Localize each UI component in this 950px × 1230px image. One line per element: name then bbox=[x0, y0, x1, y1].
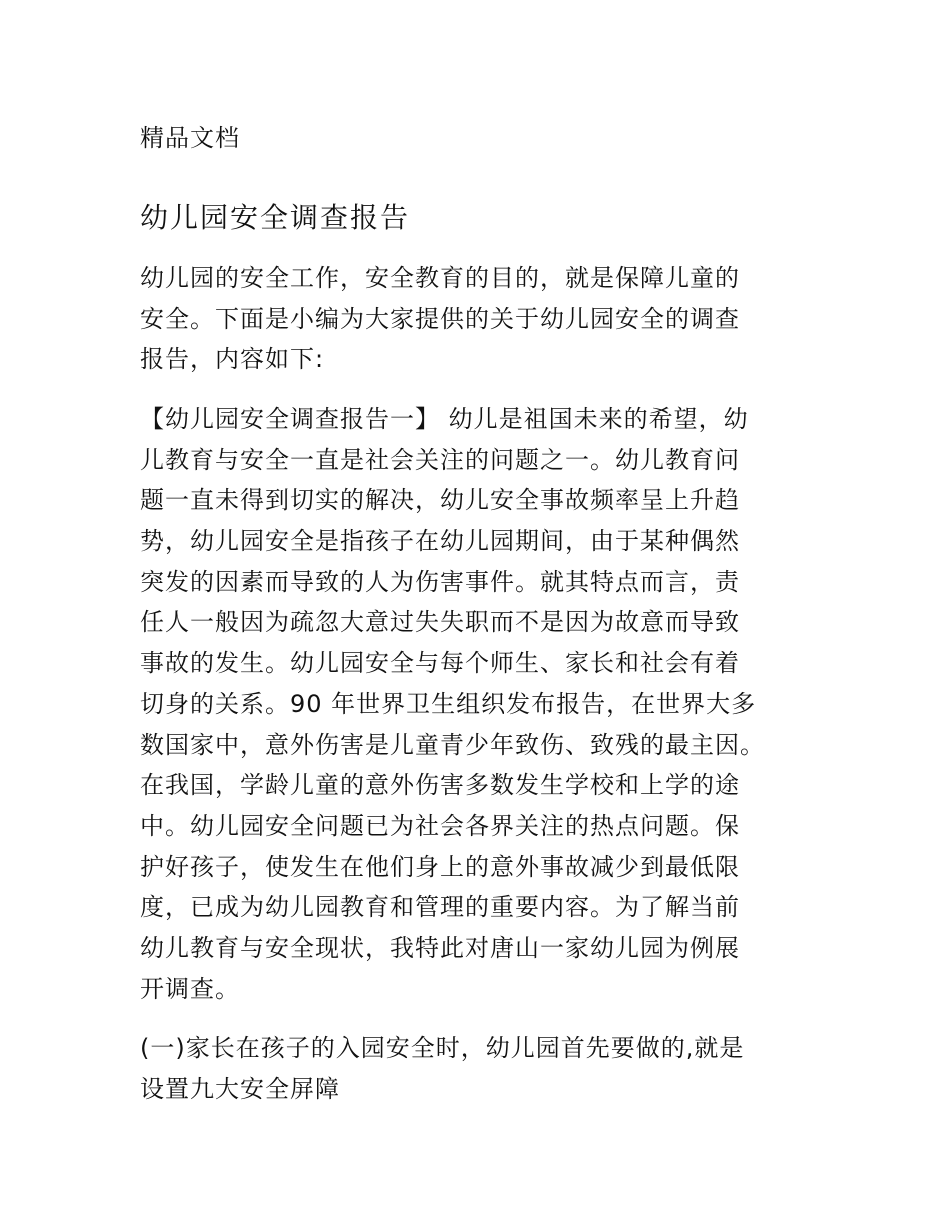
text-line: 设置九大安全屏障 bbox=[140, 1074, 340, 1103]
paragraph-intro bbox=[140, 258, 820, 380]
text-line: 开调查。 bbox=[140, 974, 240, 1003]
text-line: (一)家长在孩子的入园安全时，幼儿园首先要做的,就是 bbox=[140, 1034, 745, 1062]
text-line: 儿教育与安全一直是社会关注的问题之一。幼儿教育问 bbox=[140, 445, 740, 474]
paragraph-report-one bbox=[140, 399, 820, 1009]
text-line: 幼儿教育与安全现状，我特此对唐山一家幼儿园为例展 bbox=[140, 933, 740, 962]
text-line: 在我国，学龄儿童的意外伤害多数发生学校和上学的途 bbox=[140, 771, 740, 800]
text-line: 事故的发生。幼儿园安全与每个师生、家长和社会有着 bbox=[140, 649, 740, 678]
text-line: 数国家中，意外伤害是儿童青少年致伤、致残的最主因。 bbox=[140, 730, 765, 759]
text-line: 【幼儿园安全调查报告一】 幼儿是祖国未来的希望，幼 bbox=[140, 405, 749, 433]
page-header: 精品文档 bbox=[140, 124, 240, 152]
text-line: 护好孩子，使发生在他们身上的意外事故减少到最低限 bbox=[140, 852, 740, 881]
text-line: 任人一般因为疏忽大意过失失职而不是因为故意而导致 bbox=[140, 608, 740, 637]
text-line: 报告，内容如下: bbox=[140, 345, 325, 374]
paragraph-section-one bbox=[140, 1028, 820, 1109]
text-line: 度，已成为幼儿园教育和管理的重要内容。为了解当前 bbox=[140, 893, 740, 922]
text-line: 势，幼儿园安全是指孩子在幼儿园期间，由于某种偶然 bbox=[140, 527, 740, 556]
text-line: 中。幼儿园安全问题已为社会各界关注的热点问题。保 bbox=[140, 811, 740, 840]
text-line: 幼儿园的安全工作，安全教育的目的，就是保障儿童的 bbox=[140, 264, 740, 292]
text-line: 安全。下面是小编为大家提供的关于幼儿园安全的调查 bbox=[140, 304, 740, 333]
document-title: 幼儿园安全调查报告 bbox=[140, 201, 411, 234]
text-line: 题一直未得到切实的解决，幼儿安全事故频率呈上升趋 bbox=[140, 486, 740, 515]
text-line: 切身的关系。90 年世界卫生组织发布报告，在世界大多 bbox=[140, 689, 757, 718]
text-line: 突发的因素而导致的人为伤害事件。就其特点而言，责 bbox=[140, 567, 740, 596]
